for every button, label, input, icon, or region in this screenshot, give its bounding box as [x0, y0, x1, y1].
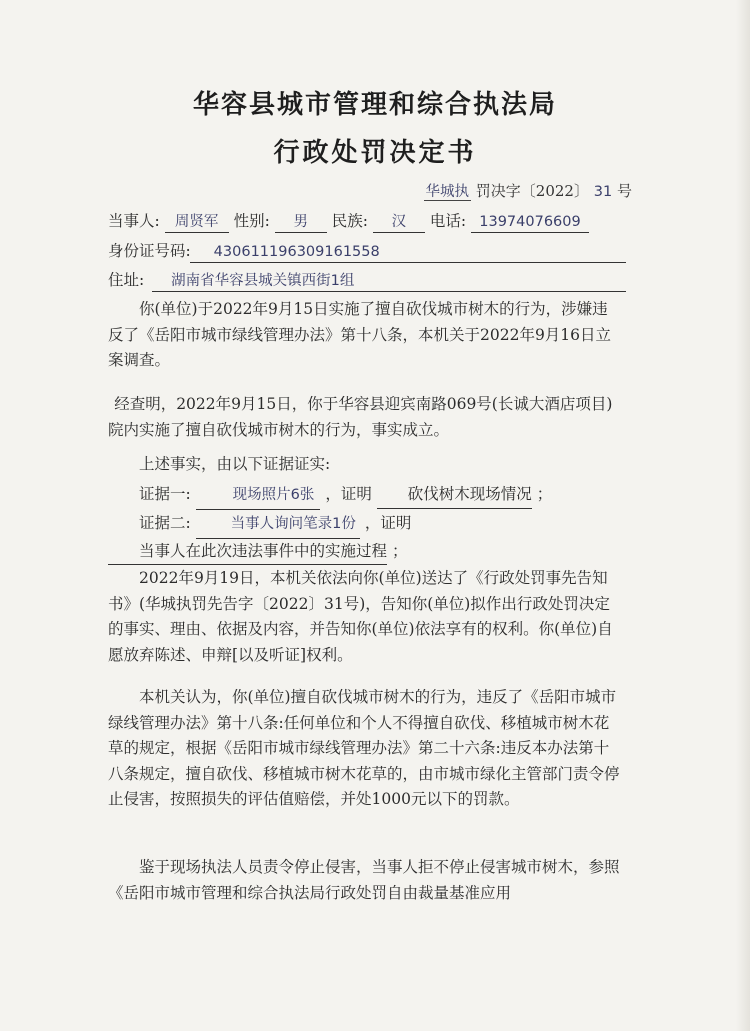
evidence-two-end: ； — [391, 541, 408, 560]
address-row — [108, 270, 628, 291]
paragraph-investigation: 经查明，2022年9月15日，你于华容县迎宾南路069号(长诚大酒店项目)院内实施了擅自砍伐城市树木的行为，事实成立。 — [108, 395, 613, 439]
evidence-two-label: 证据二: — [139, 514, 191, 532]
evidence-one-label: 证据一: — [139, 485, 191, 503]
paragraph-evidence-intro: 上述事实，由以下证据证实: — [139, 455, 331, 473]
evidence-one — [108, 482, 623, 510]
evidence-one-end: ； — [536, 485, 553, 503]
paragraph-notification: 2022年9月19日，本机关依法向你(单位)送达了《行政处罚事先告知书》(华城执罚先告字〔2022〕31号)，告知你(单位)拟作出行政处罚决定的事实、理由、依据及内容，并告知你(单位)依法享有的权利。你(单位)自愿放弃陈述、申辩[以及听证]权利。 — [108, 569, 613, 664]
doc-prefix: 华城执 — [425, 184, 469, 200]
gender-label: 性别: — [233, 212, 270, 230]
party-ethnic: 汉 — [373, 212, 425, 233]
doc-mid: 罚决字〔2022〕 — [475, 182, 589, 200]
party-gender: 男 — [275, 212, 327, 233]
paragraph-discretion: 鉴于现场执法人员责令停止侵害，当事人拒不停止侵害城市树木，参照《岳阳市城市管理和综合执法局行政处罚自由裁量基准应用 — [108, 858, 620, 902]
paragraph-legal-basis: 本机关认为，你(单位)擅自砍伐城市树木的行为，违反了《岳阳市城市绿线管理办法》第十八条:任何单位和个人不得擅自砍伐、移植城市树木花草的规定，根据《岳阳市城市绿线管理办法》第二十六条:违反本办法第十八条规定，擅自砍伐、移植城市树木花草的，由市城市绿化主管部门责令停止侵害，按照损失的评估值赔偿，并处1000元以下的罚款。 — [108, 688, 620, 808]
doc-num: 31 — [593, 184, 613, 200]
address-underline — [152, 291, 626, 292]
document-title: 行政处罚决定书 — [273, 138, 477, 168]
phone-label: 电话: — [429, 212, 467, 230]
address-label: 住址: — [108, 271, 145, 289]
party-phone: 13974076609 — [471, 212, 589, 233]
evidence-two-item: 当事人询问笔录1份 — [196, 512, 360, 539]
document-number — [424, 180, 633, 201]
id-underline — [190, 262, 626, 263]
evidence-two-mid: ，证明 — [364, 514, 412, 532]
party-address: 湖南省华容县城关镇西街1组 — [171, 273, 355, 289]
doc-suffix: 号 — [616, 182, 632, 200]
evidence-one-item: 现场照片6张 — [196, 483, 321, 510]
ethnic-label: 民族: — [331, 212, 368, 230]
name-label: 当事人: — [108, 212, 160, 230]
paragraph-case-filing: 你(单位)于2022年9月15日实施了擅自砍伐城市树木的行为，涉嫌违反了《岳阳市城市绿线管理办法》第十八条，本机关于2022年9月16日立案调查。 — [108, 300, 612, 369]
evidence-one-mid: ，证明 — [325, 485, 372, 503]
party-name: 周贤军 — [165, 212, 229, 233]
agency-title: 华容县城市管理和综合执法局 — [192, 90, 557, 120]
id-label: 身份证号码: — [108, 242, 191, 260]
page-edge-shadow — [736, 0, 750, 1031]
party-id-number: 430611196309161558 — [213, 244, 380, 260]
evidence-two-proof: 当事人在此次违法事件中的实施过程 — [108, 539, 387, 566]
evidence-two — [108, 511, 623, 565]
evidence-one-proof: 砍伐树木现场情况 — [377, 482, 532, 509]
id-row — [108, 241, 628, 262]
party-info-row — [108, 211, 628, 233]
